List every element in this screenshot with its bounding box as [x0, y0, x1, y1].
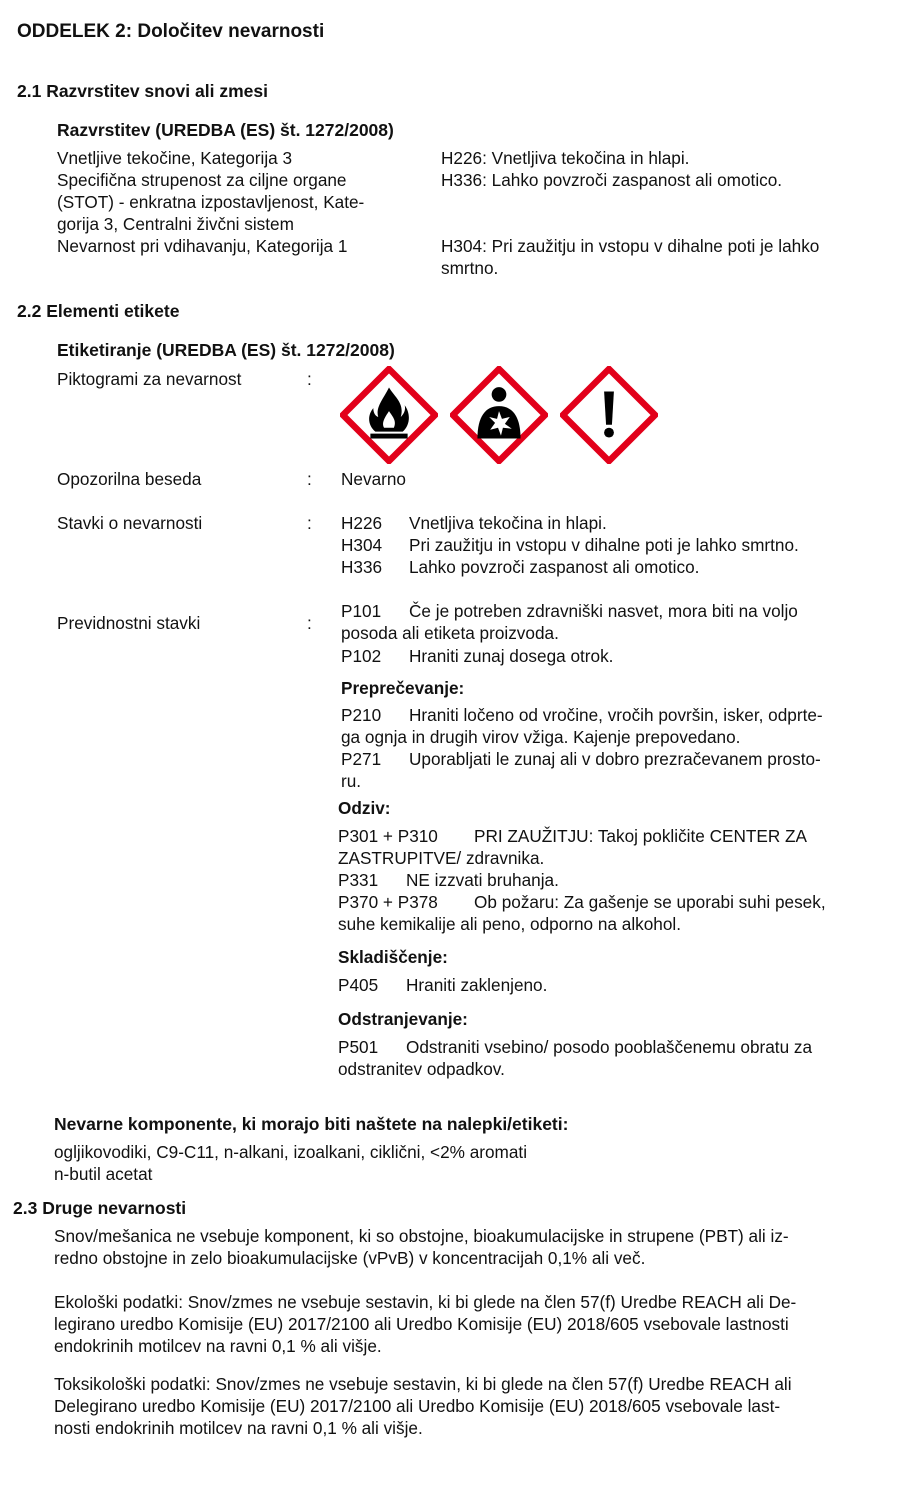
ecological-paragraph-line: legirano uredbo Komisije (EU) 2017/2100 ali Uredbo Komisije (EU) 2018/605 vsebovale lastnosti	[54, 1314, 789, 1334]
p-text: Hraniti ločeno od vročine, vročih površin, isker, odprte-	[409, 705, 823, 725]
p-code: P331	[338, 870, 379, 890]
component-item: n-butil acetat	[54, 1164, 153, 1184]
prevention-heading: Preprečevanje:	[341, 678, 465, 698]
p-text: ru.	[341, 771, 362, 791]
colon: :	[307, 613, 312, 633]
labelling-heading: Etiketiranje (UREDBA (ES) št. 1272/2008)	[57, 340, 395, 360]
component-item: ogljikovodiki, C9-C11, n-alkani, izoalkani, ciklični, <2% aromati	[54, 1142, 528, 1162]
classification-statement: H226: Vnetljiva tekočina in hlapi.	[441, 148, 690, 168]
response-heading: Odziv:	[338, 798, 391, 818]
p-code: P405	[338, 975, 379, 995]
classification-statement: H304: Pri zaužitju in vstopu v dihalne poti je lahko	[441, 236, 820, 256]
classification-statement: smrtno.	[441, 258, 499, 278]
ecological-paragraph-line: endokrinih motilcev na ravni 0,1 % ali višje.	[54, 1336, 382, 1356]
p-code: P301 + P310	[338, 826, 438, 846]
classification-line: (STOT) - enkratna izpostavljenost, Kate-	[57, 192, 365, 212]
signal-word: Nevarno	[341, 469, 406, 489]
heading-2-2: 2.2 Elementi etikete	[17, 301, 180, 321]
exclamation-pictogram-icon	[560, 366, 658, 464]
p-text: odstranitev odpadkov.	[338, 1059, 505, 1079]
classification-line: Specifična strupenost za ciljne organe	[57, 170, 347, 190]
classification-line: gorija 3, Centralni živčni sistem	[57, 214, 294, 234]
hazard-code: H226	[341, 513, 383, 533]
signal-word-label: Opozorilna beseda	[57, 469, 202, 489]
p-text: PRI ZAUŽITJU: Takoj pokličite CENTER ZA	[474, 826, 807, 846]
colon: :	[307, 369, 312, 389]
p-text: ZASTRUPITVE/ zdravnika.	[338, 848, 545, 868]
pictograms-label: Piktogrami za nevarnost	[57, 369, 242, 389]
flame-pictogram-icon	[340, 366, 438, 464]
p-code: P501	[338, 1037, 379, 1057]
p-text: Ob požaru: Za gašenje se uporabi suhi pesek,	[474, 892, 826, 912]
hazard-text: Pri zaužitju in vstopu v dihalne poti je lahko smrtno.	[409, 535, 799, 555]
health-hazard-pictogram-icon	[450, 366, 548, 464]
heading-2-3: 2.3 Druge nevarnosti	[13, 1198, 187, 1218]
p-text: Če je potreben zdravniški nasvet, mora biti na voljo	[409, 601, 798, 621]
storage-heading: Skladiščenje:	[338, 947, 448, 967]
pbt-paragraph-line: redno obstojne in zelo bioakumulacijske (vPvB) v koncentracijah 0,1% ali več.	[54, 1248, 646, 1268]
p-code: P210	[341, 705, 382, 725]
colon: :	[307, 469, 312, 489]
p-text: suhe kemikalije ali peno, odporno na alkohol.	[338, 914, 682, 934]
p-code: P102	[341, 646, 382, 666]
hazard-text: Lahko povzroči zaspanost ali omotico.	[409, 557, 700, 577]
p-text: ga ognja in drugih virov vžiga. Kajenje prepovedano.	[341, 727, 741, 747]
p-text: Odstraniti vsebino/ posodo pooblaščenemu obratu za	[406, 1037, 813, 1057]
heading-2-1: 2.1 Razvrstitev snovi ali zmesi	[17, 81, 268, 101]
toxicological-paragraph-line: Delegirano uredbo Komisije (EU) 2017/2100 ali Uredbo Komisije (EU) 2018/605 vsebovale last-	[54, 1396, 781, 1416]
p-text: posoda ali etiketa proizvoda.	[341, 623, 559, 643]
p-text: Hraniti zunaj dosega otrok.	[409, 646, 614, 666]
toxicological-paragraph-line: nosti endokrinih motilcev na ravni 0,1 % ali višje.	[54, 1418, 423, 1438]
precautionary-statements-label: Previdnostni stavki	[57, 613, 201, 633]
toxicological-paragraph-line: Toksikološki podatki: Snov/zmes ne vsebuje sestavin, ki bi glede na člen 57(f) Uredbe REACH ali	[54, 1374, 792, 1394]
p-text: Hraniti zaklenjeno.	[406, 975, 548, 995]
hazard-statements-label: Stavki o nevarnosti	[57, 513, 203, 533]
pbt-paragraph-line: Snov/mešanica ne vsebuje komponent, ki so obstojne, bioakumulacijske in strupene (PBT) ali iz-	[54, 1226, 789, 1246]
section-title: ODDELEK 2: Določitev nevarnosti	[17, 21, 325, 42]
p-code: P370 + P378	[338, 892, 438, 912]
classification-statement: H336: Lahko povzroči zaspanost ali omotico.	[441, 170, 783, 190]
components-heading: Nevarne komponente, ki morajo biti naštete na nalepki/etiketi:	[54, 1114, 569, 1134]
p-text: NE izzvati bruhanja.	[406, 870, 559, 890]
hazard-code: H304	[341, 535, 383, 555]
p-code: P271	[341, 749, 382, 769]
ecological-paragraph-line: Ekološki podatki: Snov/zmes ne vsebuje sestavin, ki bi glede na člen 57(f) Uredbe REACH ali De-	[54, 1292, 797, 1312]
colon: :	[307, 513, 312, 533]
hazard-code: H336	[341, 557, 383, 577]
p-text: Uporabljati le zunaj ali v dobro prezračevanem prosto-	[409, 749, 821, 769]
p-code: P101	[341, 601, 382, 621]
classification-line: Vnetljive tekočine, Kategorija 3	[57, 148, 293, 168]
disposal-heading: Odstranjevanje:	[338, 1009, 468, 1029]
hazard-text: Vnetljiva tekočina in hlapi.	[409, 513, 607, 533]
classification-heading: Razvrstitev (UREDBA (ES) št. 1272/2008)	[57, 120, 394, 140]
classification-line: Nevarnost pri vdihavanju, Kategorija 1	[57, 236, 348, 256]
